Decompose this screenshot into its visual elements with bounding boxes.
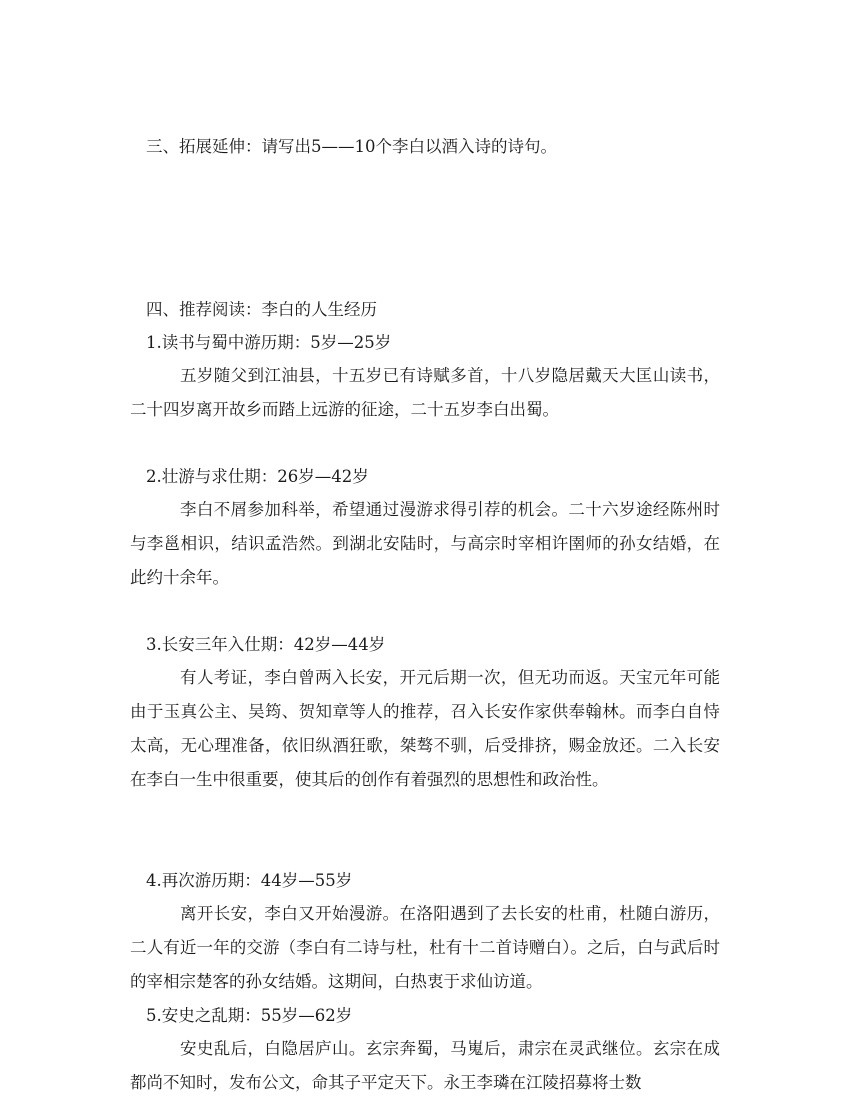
period-4-title: 4.再次游历期：44岁—55岁 xyxy=(146,871,353,890)
section-3-heading: 三、拓展延伸：请写出5——10个李白以酒入诗的诗句。 xyxy=(146,137,557,156)
period-5-title: 5.安史之乱期：55岁—62岁 xyxy=(146,1006,353,1025)
period-3-text: 有人考证，李白曾两入长安，开元后期一次，但无功而返。天宝元年可能由于玉真公主、吴筠、贺知章等人的推荐，召入长安作家供奉翰林。而李白自恃太高，无心理准备，依旧纵酒狂歌，桀骜不驯，后受排挤，赐金放还。二入长安在李白一生中很重要，使其后的创作有着强烈的思想性和政治性。 xyxy=(130,668,720,789)
period-2-title: 2.壮游与求仕期：26岁—42岁 xyxy=(146,467,369,486)
section-4-heading: 四、推荐阅读：李白的人生经历 xyxy=(146,300,377,319)
period-4-text: 离开长安，李白又开始漫游。在洛阳遇到了去长安的杜甫，杜随白游历，二人有近一年的交游（李白有二诗与杜，杜有十二首诗赠白）。之后，白与武后时的宰相宗楚客的孙女结婚。这期间，白热衷于求仙访道。 xyxy=(130,904,720,991)
period-1-text: 五岁随父到江油县，十五岁已有诗赋多首，十八岁隐居戴天大匡山读书，二十四岁离开故乡而踏上远游的征途，二十五岁李白出蜀。 xyxy=(130,366,720,419)
period-5-text: 安史乱后，白隐居庐山。玄宗奔蜀，马嵬后，肃宗在灵武继位。玄宗在成都尚不知时，发布公文，命其子平定天下。永王李璘在江陵招募将士数 xyxy=(130,1039,720,1092)
period-3-title: 3.长安三年入仕期：42岁—44岁 xyxy=(146,635,386,654)
period-1-title: 1.读书与蜀中游历期：5岁—25岁 xyxy=(146,333,392,352)
period-2-text: 李白不屑参加科举，希望通过漫游求得引荐的机会。二十六岁途经陈州时与李邕相识，结识孟浩然。到湖北安陆时，与高宗时宰相许圉师的孙女结婚，在此约十余年。 xyxy=(130,500,720,587)
